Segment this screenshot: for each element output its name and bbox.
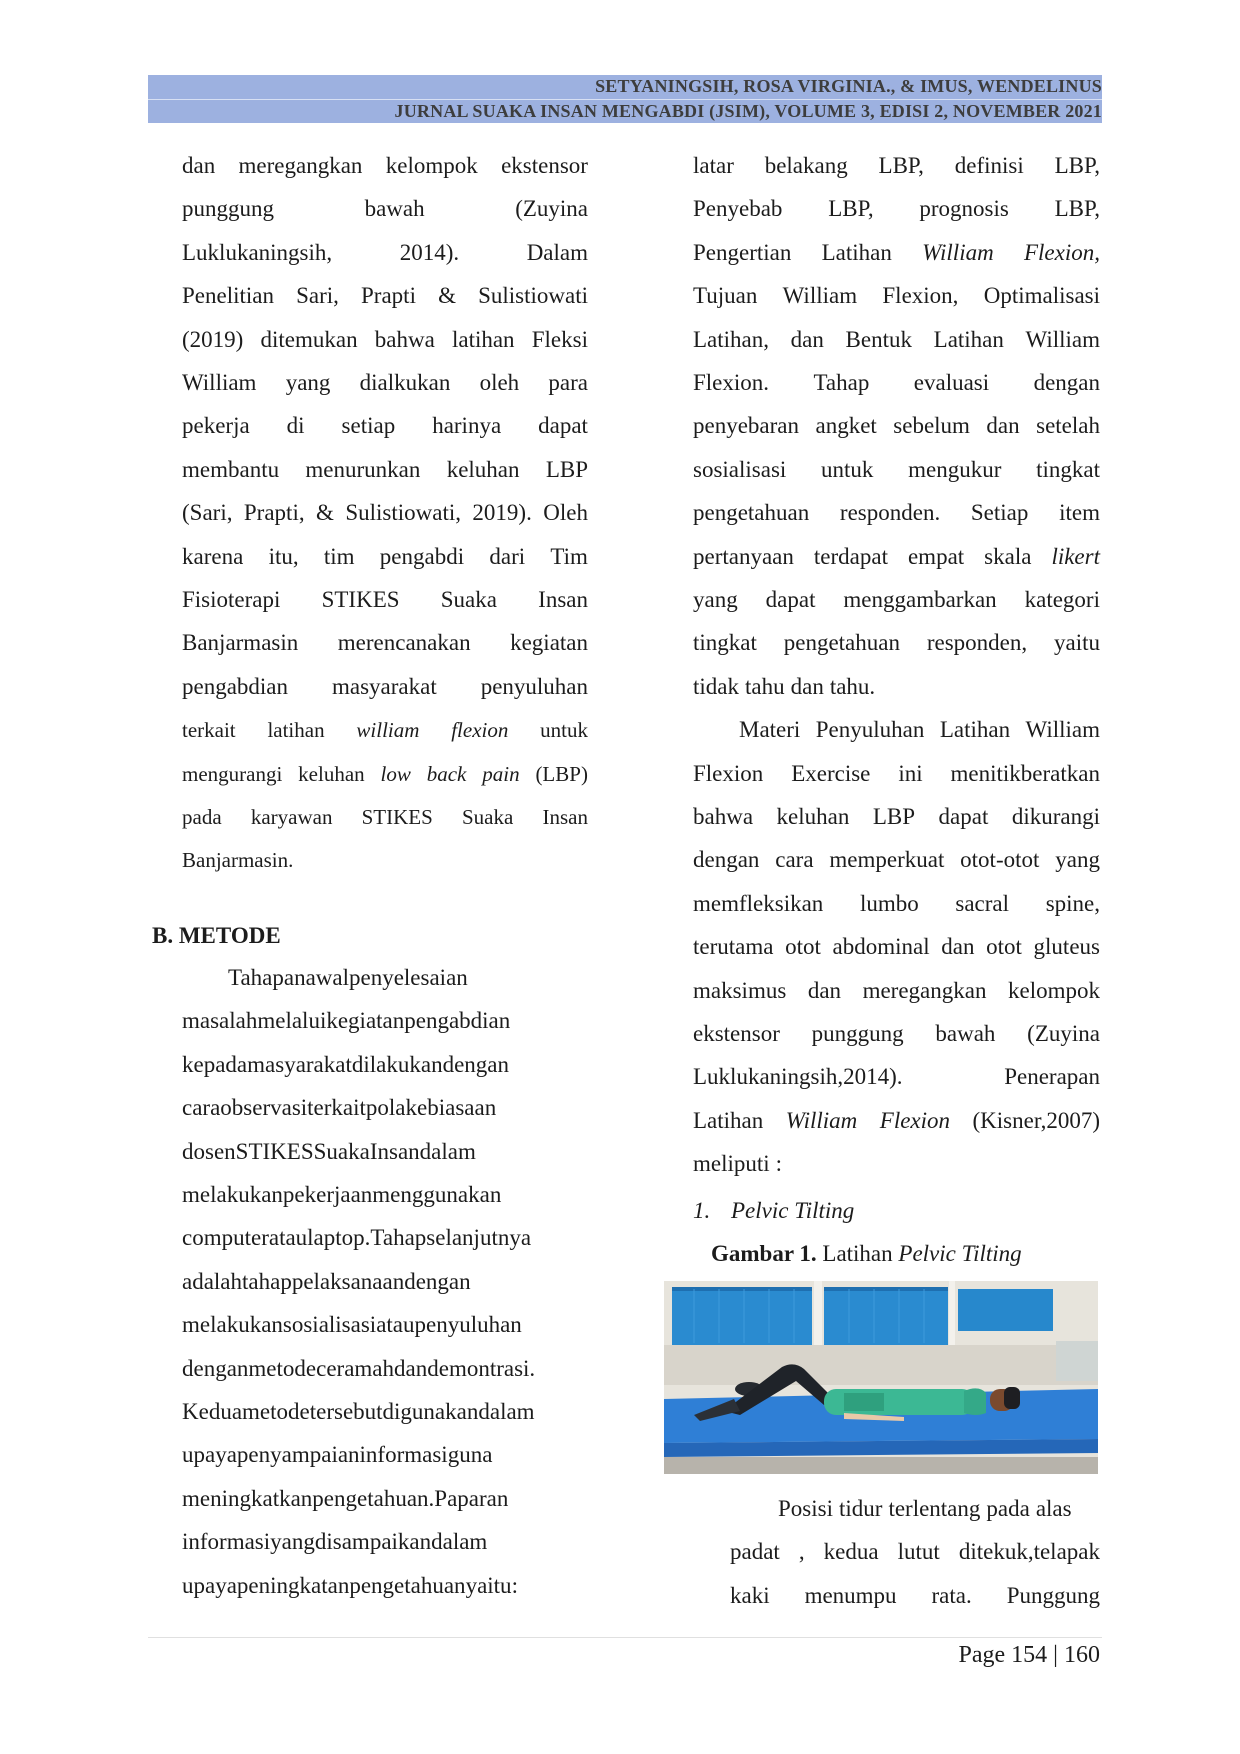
text-line: masalah melalui kegiatan pengabdian <box>182 1008 511 1034</box>
text-line: pertanyaan terdapat empat skala likert <box>693 543 1100 569</box>
text-line: kepada masyarakat dilakukan dengan <box>182 1051 509 1077</box>
text-line: Luklukaningsih,2014). Penerapan <box>693 1064 1100 1090</box>
text-line: computer atau laptop. Tahap selanjutnya <box>182 1225 532 1251</box>
text-line: ekstensor punggung bawah (Zuyina <box>693 1021 1100 1046</box>
footer-divider <box>148 1637 1102 1638</box>
text-line: dosen STIKES Suaka Insan dalam <box>182 1138 476 1164</box>
pelvic-tilting-photo <box>664 1281 1098 1474</box>
text-line: punggung bawah (Zuyina <box>182 196 588 222</box>
text-line: dengan metode ceramah dan demontrasi. <box>182 1355 536 1381</box>
text-line: Materi Penyuluhan Latihan William <box>739 717 1100 743</box>
text-line: Fisioterapi STIKES Suaka Insan <box>182 587 588 612</box>
text-line: memfleksikan lumbo sacral spine, <box>693 890 1100 916</box>
text-line: Latihan William Flexion (Kisner,2007) <box>693 1107 1100 1133</box>
list-item-pelvic-tilting: 1. Pelvic Tilting <box>693 1198 855 1223</box>
text-line: meliputi : <box>693 1151 783 1177</box>
text-line: Banjarmasin. <box>182 848 294 873</box>
text-line: melakukan sosialisasi atau penyuluhan <box>182 1312 522 1338</box>
text-line: dengan cara memperkuat otot-otot yang <box>693 847 1100 873</box>
text-line: bahwa keluhan LBP dapat dikurangi <box>693 804 1100 829</box>
text-line: meningkatkan pengetahuan. Paparan <box>182 1485 509 1511</box>
text-line: Latihan, dan Bentuk Latihan William <box>693 326 1100 352</box>
text-line: (Sari, Prapti, & Sulistiowati, 2019). Oleh <box>182 500 588 526</box>
text-line: Pengertian Latihan William Flexion, <box>693 239 1100 265</box>
text-line: pengetahuan responden. Setiap item <box>693 500 1100 526</box>
text-line: maksimus dan meregangkan kelompok <box>693 977 1100 1003</box>
text-line: dan meregangkan kelompok ekstensor <box>182 153 588 178</box>
text-line: Tujuan William Flexion, Optimalisasi <box>693 283 1100 309</box>
text-line: pekerja di setiap harinya dapat <box>182 413 588 439</box>
text-line: tidak tahu dan tahu. <box>693 673 876 699</box>
text-line: yang dapat menggambarkan kategori <box>693 587 1100 612</box>
text-line: William yang dialkukan oleh para <box>182 370 588 395</box>
text-line: informasi yang disampaikan dalam <box>182 1529 488 1555</box>
text-line: terkait latihan william flexion untuk <box>182 718 588 743</box>
text-line: mengurangi keluhan low back pain (LBP) <box>182 761 588 786</box>
text-line: pengabdian masyarakat penyuluhan <box>182 673 588 699</box>
text-line: upaya penyampaian informasi guna <box>182 1442 493 1468</box>
text-line: Flexion Exercise ini menitikberatkan <box>693 760 1100 786</box>
text-line: upaya peningkatan pengetahuan yaitu : <box>182 1572 518 1598</box>
text-line: terutama otot abdominal dan otot gluteus <box>693 934 1100 960</box>
text-line: padat , kedua lutut ditekuk,telapak <box>730 1539 1100 1565</box>
text-line: membantu menurunkan keluhan LBP <box>182 456 588 482</box>
text-line: Kedua metode tersebut digunakan dalam <box>182 1399 535 1424</box>
text-line: (2019) ditemukan bahwa latihan Fleksi <box>182 326 588 352</box>
text-line: Tahapan awal penyelesaian <box>228 965 468 990</box>
text-line: Luklukaningsih, 2014). Dalam <box>182 239 588 265</box>
text-line: tingkat pengetahuan responden, yaitu <box>693 630 1100 656</box>
text-line: karena itu, tim pengabdi dari Tim <box>182 543 588 569</box>
header-authors: SETYANINGSIH, ROSA VIRGINIA., & IMUS, WENDELINUS <box>595 76 1102 96</box>
text-line: pada karyawan STIKES Suaka Insan <box>182 805 588 829</box>
text-line: sosialisasi untuk mengukur tingkat <box>693 456 1100 482</box>
text-line: melakukan pekerjaan menggunakan <box>182 1182 502 1207</box>
text-line: penyebaran angket sebelum dan setelah <box>693 413 1100 439</box>
figure-caption: Gambar 1. Latihan Pelvic Tilting <box>711 1241 1022 1266</box>
text-line: kaki menumpu rata. Punggung <box>730 1582 1100 1608</box>
text-line: Penyebab LBP, prognosis LBP, <box>693 196 1100 222</box>
section-heading-metode: B. METODE <box>152 923 281 948</box>
text-line: adalah tahap pelaksanaan dengan <box>182 1268 471 1294</box>
text-line: latar belakang LBP, definisi LBP, <box>693 153 1100 178</box>
page-number: Page 154 | 160 <box>958 1642 1100 1668</box>
exercise-photo-illustration <box>664 1281 1098 1474</box>
header-journal: JURNAL SUAKA INSAN MENGABDI (JSIM), VOLUME 3, EDISI 2, NOVEMBER 2021 <box>394 101 1102 121</box>
text-line: Posisi tidur terlentang pada alas <box>778 1496 1072 1521</box>
text-line: Penelitian Sari, Prapti & Sulistiowati <box>182 283 588 309</box>
text-line: cara observasi terkait pola kebiasaan <box>182 1095 497 1121</box>
text-line: Banjarmasin merencanakan kegiatan <box>182 630 588 656</box>
text-line: Flexion. Tahap evaluasi dengan <box>693 370 1100 395</box>
